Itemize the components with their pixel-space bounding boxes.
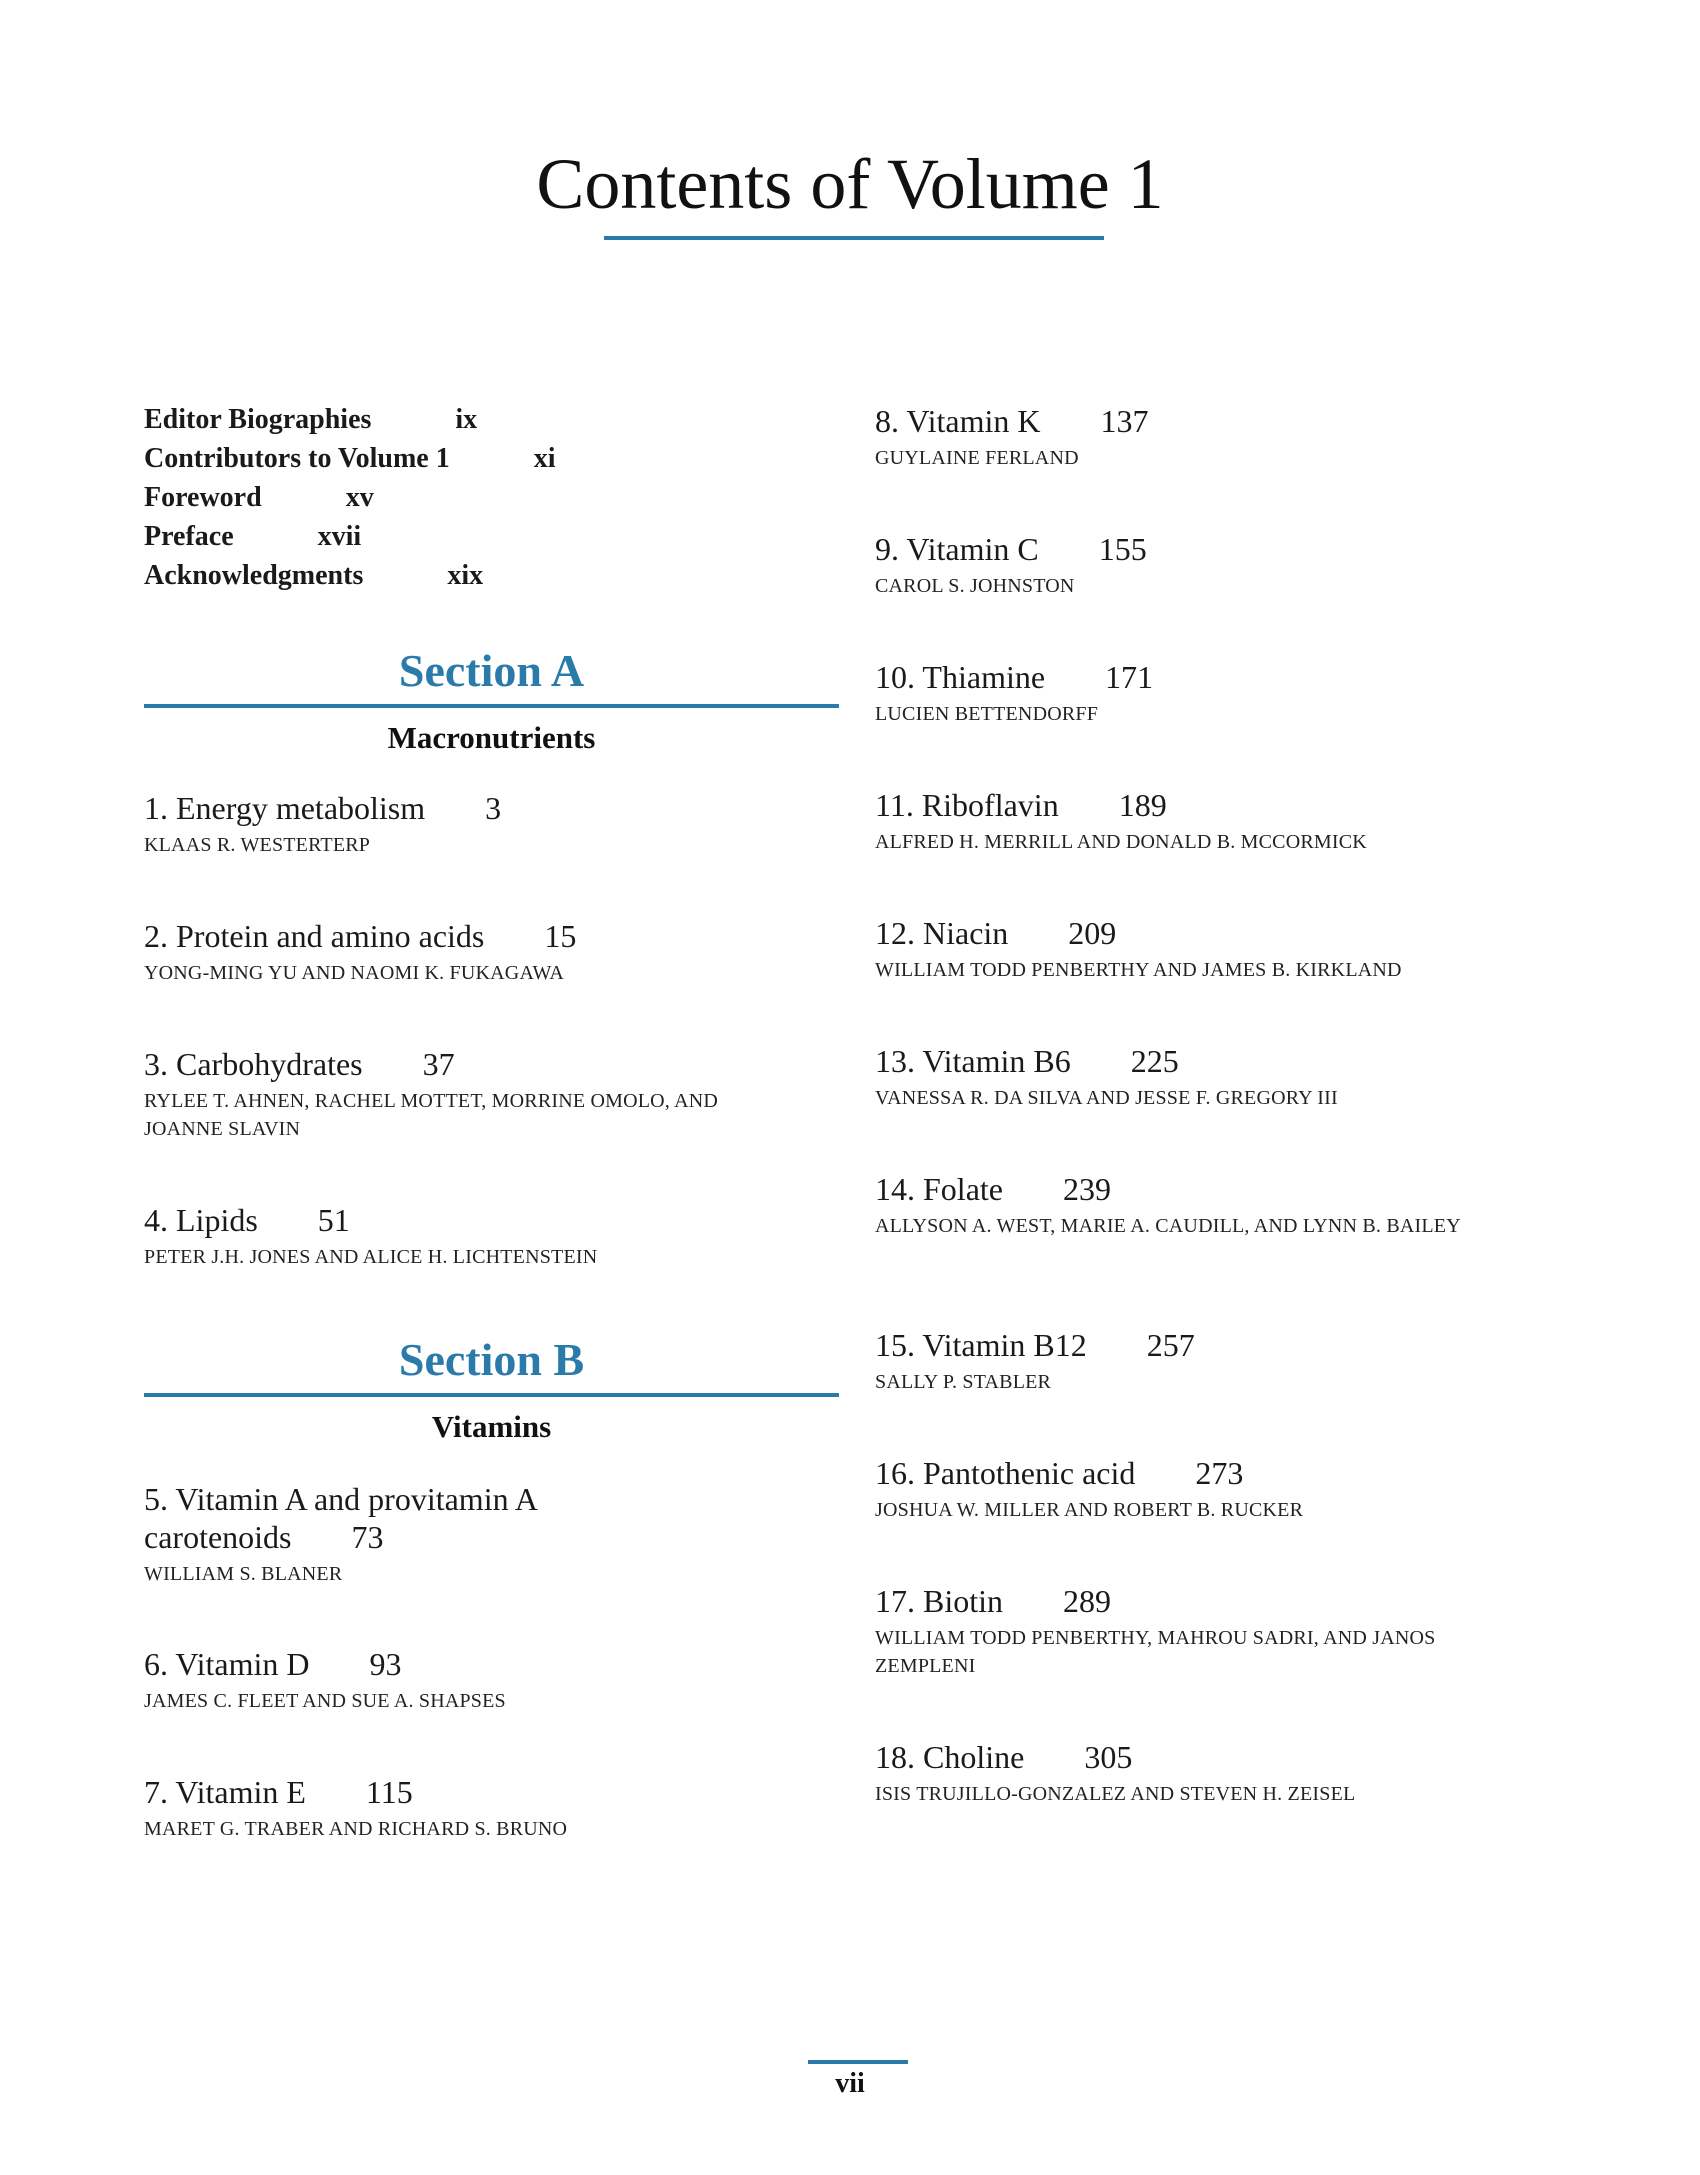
chapter-authors: GUYLAINE FERLAND	[875, 447, 1079, 469]
chapter-authors: VANESSA R. DA SILVA AND JESSE F. GREGORY III	[875, 1087, 1338, 1109]
front-matter-item[interactable]	[144, 517, 555, 556]
chapter-authors: JOSHUA W. MILLER AND ROBERT B. RUCKER	[875, 1499, 1304, 1521]
chapter-page: 225	[1130, 1043, 1179, 1079]
title-underline	[604, 236, 1104, 240]
front-matter-item[interactable]	[144, 478, 555, 517]
front-matter-page: xix	[447, 560, 484, 591]
chapter-authors: ISIS TRUJILLO-GONZALEZ AND STEVEN H. ZEISEL	[875, 1783, 1356, 1805]
chapter-title: 16. Pantothenic acid	[875, 1455, 1136, 1491]
chapter-entry[interactable]	[144, 1480, 624, 1588]
page-number-rule	[808, 2060, 908, 2064]
chapter-entry[interactable]	[875, 402, 1475, 472]
chapter-entry[interactable]	[144, 1645, 794, 1715]
chapter-title: 7. Vitamin E	[144, 1774, 306, 1810]
front-matter-label: Editor Biographies	[144, 404, 372, 435]
front-matter-label: Preface	[144, 521, 234, 552]
chapter-page: 171	[1105, 659, 1154, 695]
chapter-entry[interactable]	[875, 786, 1475, 856]
front-matter-list	[144, 400, 555, 595]
chapter-authors: SALLY P. STABLER	[875, 1371, 1052, 1393]
chapter-entry[interactable]	[875, 1042, 1475, 1112]
chapter-entry[interactable]	[144, 1201, 794, 1271]
chapter-title: 9. Vitamin C	[875, 531, 1039, 567]
chapter-page: 289	[1063, 1583, 1112, 1619]
chapter-page: 15	[544, 918, 577, 954]
chapter-authors: WILLIAM TODD PENBERTHY, MAHROU SADRI, AND JANOS ZEMPLENI	[875, 1627, 1436, 1677]
chapter-authors: MARET G. TRABER AND RICHARD S. BRUNO	[144, 1818, 568, 1840]
chapter-authors: PETER J.H. JONES AND ALICE H. LICHTENSTEIN	[144, 1246, 598, 1268]
chapter-title: 5. Vitamin A and provitamin A carotenoids	[144, 1481, 537, 1555]
section-subtitle: Vitamins	[431, 1409, 552, 1444]
chapter-authors: KLAAS R. WESTERTERP	[144, 834, 371, 856]
chapter-page: 73	[351, 1519, 384, 1555]
chapter-page: 51	[317, 1202, 350, 1238]
chapter-title: 13. Vitamin B6	[875, 1043, 1071, 1079]
section-subtitle: Macronutrients	[387, 720, 596, 755]
chapter-title: 4. Lipids	[144, 1202, 258, 1238]
chapter-authors: WILLIAM S. BLANER	[144, 1563, 343, 1585]
chapter-title: 3. Carbohydrates	[144, 1046, 363, 1082]
chapter-page: 273	[1195, 1455, 1244, 1491]
section-title: Section A	[144, 648, 839, 708]
chapter-page: 115	[365, 1774, 413, 1810]
chapter-page: 3	[485, 790, 502, 826]
front-matter-item[interactable]	[144, 556, 555, 595]
chapter-entry[interactable]	[875, 658, 1475, 728]
chapter-entry[interactable]	[875, 1326, 1475, 1396]
chapter-authors: RYLEE T. AHNEN, RACHEL MOTTET, MORRINE OMOLO, AND JOANNE SLAVIN	[144, 1090, 719, 1140]
chapter-title: 14. Folate	[875, 1171, 1003, 1207]
chapter-entry[interactable]	[875, 1170, 1475, 1240]
chapter-entry[interactable]	[875, 1582, 1455, 1680]
chapter-authors: LUCIEN BETTENDORFF	[875, 703, 1099, 725]
chapter-authors: YONG-MING YU AND NAOMI K. FUKAGAWA	[144, 962, 564, 984]
chapter-title: 2. Protein and amino acids	[144, 918, 485, 954]
chapter-entry[interactable]	[875, 1738, 1475, 1808]
chapter-authors: ALLYSON A. WEST, MARIE A. CAUDILL, AND LYNN B. BAILEY	[875, 1215, 1461, 1237]
front-matter-label: Acknowledgments	[144, 560, 364, 591]
chapter-page: 37	[422, 1046, 455, 1082]
front-matter-label: Foreword	[144, 482, 262, 513]
section-a-heading	[144, 645, 839, 756]
section-title: Section B	[144, 1337, 839, 1397]
chapter-entry[interactable]	[144, 1773, 794, 1843]
chapter-entry[interactable]	[144, 789, 794, 859]
chapter-title: 15. Vitamin B12	[875, 1327, 1087, 1363]
front-matter-page: xv	[345, 482, 374, 513]
front-matter-item[interactable]	[144, 400, 555, 439]
chapter-page: 93	[369, 1646, 402, 1682]
chapter-title: 10. Thiamine	[875, 659, 1046, 695]
chapter-entry[interactable]	[144, 917, 794, 987]
chapter-title: 8. Vitamin K	[875, 403, 1041, 439]
chapter-page: 189	[1118, 787, 1167, 823]
section-b-heading	[144, 1334, 839, 1445]
chapter-authors: JAMES C. FLEET AND SUE A. SHAPSES	[144, 1690, 506, 1712]
chapter-entry[interactable]	[875, 914, 1475, 984]
chapter-page: 209	[1068, 915, 1117, 951]
front-matter-label: Contributors to Volume 1	[144, 443, 450, 474]
chapter-page: 155	[1098, 531, 1147, 567]
chapter-authors: WILLIAM TODD PENBERTHY AND JAMES B. KIRKLAND	[875, 959, 1402, 981]
front-matter-page: ix	[455, 404, 478, 435]
chapter-entry[interactable]	[875, 1454, 1475, 1524]
front-matter-item[interactable]	[144, 439, 555, 478]
chapter-page: 257	[1146, 1327, 1195, 1363]
chapter-title: 11. Riboflavin	[875, 787, 1059, 823]
chapter-title: 1. Energy metabolism	[144, 790, 426, 826]
chapter-entry[interactable]	[875, 530, 1475, 600]
chapter-authors: ALFRED H. MERRILL AND DONALD B. MCCORMICK	[875, 831, 1367, 853]
chapter-entry[interactable]	[144, 1045, 764, 1143]
chapter-title: 12. Niacin	[875, 915, 1009, 951]
front-matter-page: xvii	[317, 521, 362, 552]
chapter-authors: CAROL S. JOHNSTON	[875, 575, 1075, 597]
chapter-title: 17. Biotin	[875, 1583, 1004, 1619]
chapter-title: 18. Choline	[875, 1739, 1025, 1775]
chapter-title: 6. Vitamin D	[144, 1646, 310, 1682]
page-title: Contents of Volume 1	[536, 144, 1164, 224]
chapter-page: 239	[1062, 1171, 1111, 1207]
page-number: vii	[835, 2068, 865, 2099]
front-matter-page: xi	[533, 443, 556, 474]
chapter-page: 137	[1100, 403, 1149, 439]
chapter-page: 305	[1084, 1739, 1133, 1775]
